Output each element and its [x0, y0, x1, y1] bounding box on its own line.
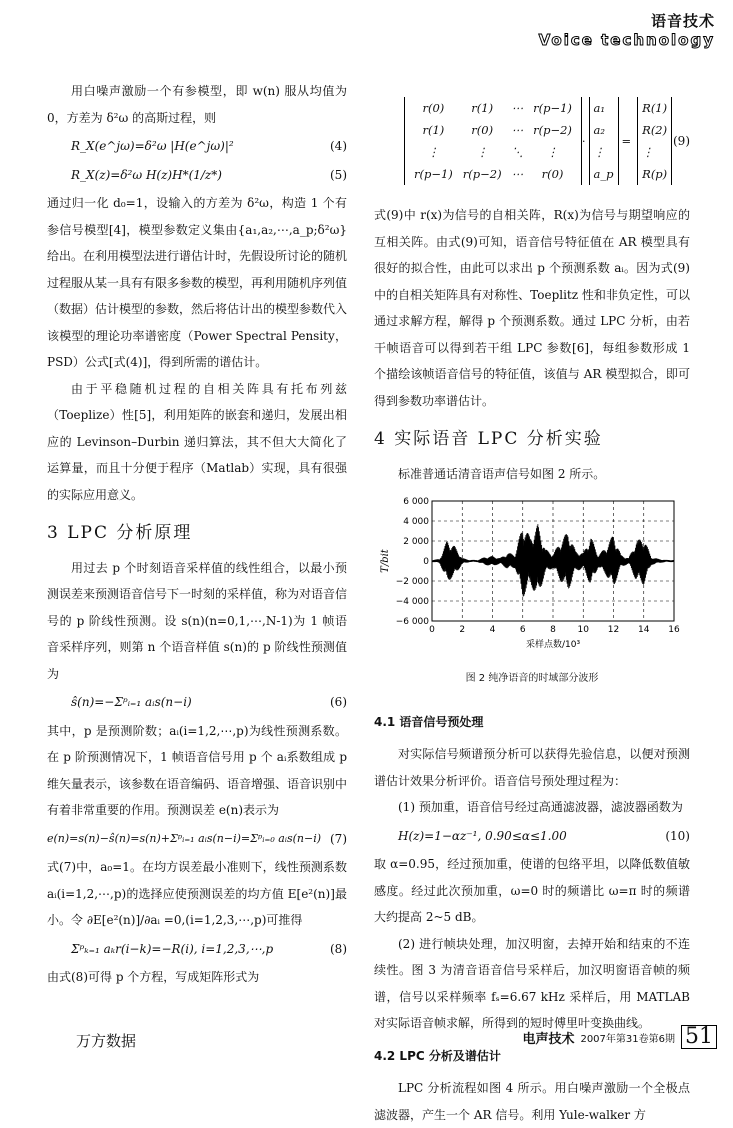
equation-9: r(0) r(1) ⋯ r(p−1) r(1) r(0) ⋯ r(p−2) ⋮ ⋮ ⋱ ⋮ r(p−1) r(p−2) ⋯ r(0) · a₁ a₂ ⋮ a_p = R(1) R(2) ⋮ R(p) (9) — [374, 86, 690, 196]
paragraph: 式(7)中，a₀=1。在均方误差最小准则下，线性预测系数 aᵢ(i=1,2,⋯,p)的选择应使预测误差的均方值 E[e²(n)]最小。令 ∂E[e²(n)]/∂aᵢ =0,(i=1,2,3,⋯,p)可推得 — [47, 860, 347, 927]
section-title-en: Voice technology — [538, 31, 715, 49]
x-tick-label: 6 — [519, 625, 526, 635]
crosscorrelation-vector: R(1) R(2) ⋮ R(p) — [637, 97, 672, 185]
paragraph: 式(9)中 r(x)为信号的自相关阵，R(x)为信号与期望响应的互相关阵。由式(9)可知，语音信号特征值在 AR 模型具有很好的拟合性，由此可以求出 p 个预测系数 aᵢ。因为式(9)中的自相关矩阵具有对称性、Toeplitz 性和非负定性，可以通过求解方程，解得 p 个预测系数。通过 LPC 分析，由若干帧语音可以得到若干组 LPC 参数[6]，每组参数形成 1 个描绘该帧语音信号的特征值，该值与 AR 模型拟合，即可得到参数功率谱估计。 — [374, 208, 690, 408]
paragraph: 其中，p 是预测阶数；aᵢ(i=1,2,⋯,p)为线性预测系数。在 p 阶预测情况下，1 帧语音信号用 p 个 aᵢ系数组成 p 维矢量表示，该参数在语音编码、语音增强、语音识别中有着非常重要的作用。预测误差 e(n)表示为 — [47, 723, 348, 817]
x-axis-label: 采样点数/10³ — [525, 640, 581, 650]
paragraph: 对实际信号频谱预分析可以获得先验信息，以便对预测谱估计效果分析评价。语音信号预处理过程为： — [374, 747, 690, 788]
paragraph: 通过归一化 d₀=1，设输入的方差为 δ²ω，构造 1 个有参信号模型[4]，模型参数定义集由{a₁,a₂,⋯,a_p;δ²ω}给出。在利用模型法进行谱估计时，先假设所讨论的随机过程服从某一具有有限多参数的模型，再利用随机序列值（数据）估计模型的参数，然后将估计出的模型参数代入该模型的理论功率谱密度（Power Spectral Pensity，PSD）公式[式(4)]，得到所需的谱估计。 — [47, 196, 348, 369]
y-tick-label: −2 000 — [395, 577, 429, 587]
x-tick-label: 10 — [577, 625, 589, 635]
y-axis-label: T/bit — [380, 549, 391, 573]
y-tick-label: 2 000 — [403, 537, 429, 547]
equation-6: ŝ(n)=−Σᵖᵢ₌₁ aᵢs(n−i) (6) — [71, 695, 347, 709]
section-heading-3: 3 LPC 分析原理 — [47, 523, 193, 543]
paragraph: 用白噪声激励一个有参模型，即 w(n) 服从均值为 0，方差为 δ²ω 的高斯过程，则 — [47, 84, 347, 125]
paragraph: 标准普通话清音语声信号如图 2 所示。 — [398, 466, 606, 481]
paragraph: (2) 进行帧块处理，加汉明窗，去掉开始和结束的不连续性。图 3 为清音语音信号采样后，加汉明窗语音帧的频谱，信号以采样频率 fₛ=6.67 kHz 采样后，用 MATLAB 对实际语音帧求解，所得到的短时傅里叶变换曲线。 — [374, 936, 690, 1030]
subsection-heading-4-1: 4.1 语音信号预处理 — [374, 714, 484, 729]
journal-volume: 2007年第31卷第6期 — [580, 1033, 675, 1045]
y-tick-label: 4 000 — [403, 517, 429, 527]
subsection-heading-4-2: 4.2 LPC 分析及谱估计 — [374, 1048, 501, 1063]
paragraph: LPC 分析流程如图 4 所示。用白噪声激励一个全极点滤波器，产生一个 AR 信号。利用 Yule-walker 方 — [374, 1081, 690, 1122]
figure-caption: 图 2 纯净语音的时域部分波形 — [465, 673, 599, 684]
paragraph: 用过去 p 个时刻语音采样值的线性组合，以最小预测误差来预测语音信号下一时刻的采样值，称为对语音信号的 p 阶线性预测。设 s(n)(n=0,1,⋯,N-1)为 1 帧语音采样序列，则第 n 个语音样值 s(n)的 p 阶线性预测值为 — [47, 560, 348, 681]
x-tick-label: 4 — [489, 625, 496, 635]
footer-journal — [522, 1025, 717, 1049]
section-title: 语音技术 — [650, 12, 715, 30]
paragraph: 由于平稳随机过程的自相关阵具有托布列兹（Toeplize）性[5]，利用矩阵的嵌套和递归，发展出相应的 Levinson–Durbin 递归算法，其不但大大简化了运算量，而且十分便于程序（Matlab）实现，具有很强的实际应用意义。 — [47, 381, 347, 502]
page-header — [539, 10, 715, 49]
equation-number: (9) — [673, 133, 690, 148]
figure-2-waveform — [374, 491, 690, 666]
x-tick-label: 14 — [638, 625, 650, 635]
paragraph: (1) 预加重，语音信号经过高通滤波器，滤波器函数为 — [398, 800, 683, 814]
equation-5: R_X(z)=δ²ω H(z)H*(1/z*) (5) — [71, 167, 347, 182]
equation-7: e(n)=s(n)−ŝ(n)=s(n)+Σᵖᵢ₌₁ aᵢs(n−i)=Σᵖᵢ₌₀ aᵢs(n−i) (7) — [47, 831, 347, 846]
equation-10: H(z)=1−αz⁻¹, 0.90≤α≤1.00 (10) — [398, 828, 690, 843]
y-tick-label: −4 000 — [395, 597, 429, 607]
right-column — [374, 84, 690, 1128]
y-tick-label: 6 000 — [403, 497, 429, 507]
paragraph: 由式(8)可得 p 个方程，写成矩阵形式为 — [47, 970, 260, 984]
x-tick-label: 12 — [607, 625, 620, 635]
journal-name: 电声技术 — [522, 1031, 575, 1047]
coefficient-vector: a₁ a₂ ⋮ a_p — [589, 97, 619, 185]
y-tick-label: −6 000 — [395, 617, 429, 627]
autocorrelation-matrix: r(0) r(1) ⋯ r(p−1) r(1) r(0) ⋯ r(p−2) ⋮ ⋮ ⋱ ⋮ r(p−1) r(p−2) ⋯ r(0) — [404, 97, 582, 185]
section-heading-4: 4 实际语音 LPC 分析实验 — [374, 429, 603, 449]
x-tick-label: 16 — [668, 625, 680, 635]
x-tick-label: 8 — [550, 625, 556, 635]
paragraph: 取 α=0.95，经过预加重，使谱的包络平坦，以降低数值敏感度。经过此次预加重，ω=0 时的频谱比 ω=π 时的频谱大约提高 2~5 dB。 — [374, 857, 690, 924]
equation-8: Σᵖₖ₌₁ aₖr(i−k)=−R(i), i=1,2,3,⋯,p (8) — [71, 941, 347, 956]
y-tick-label: 0 — [423, 557, 429, 567]
x-tick-label: 0 — [429, 625, 435, 635]
left-column — [47, 78, 347, 991]
page-number: 51 — [681, 1025, 717, 1049]
x-tick-label: 2 — [459, 625, 466, 635]
equation-4: R_X(e^jω)=δ²ω |H(e^jω)|² (4) — [71, 139, 347, 153]
waveform-chart — [374, 491, 690, 666]
footer-watermark: 万方数据 — [76, 1032, 137, 1050]
